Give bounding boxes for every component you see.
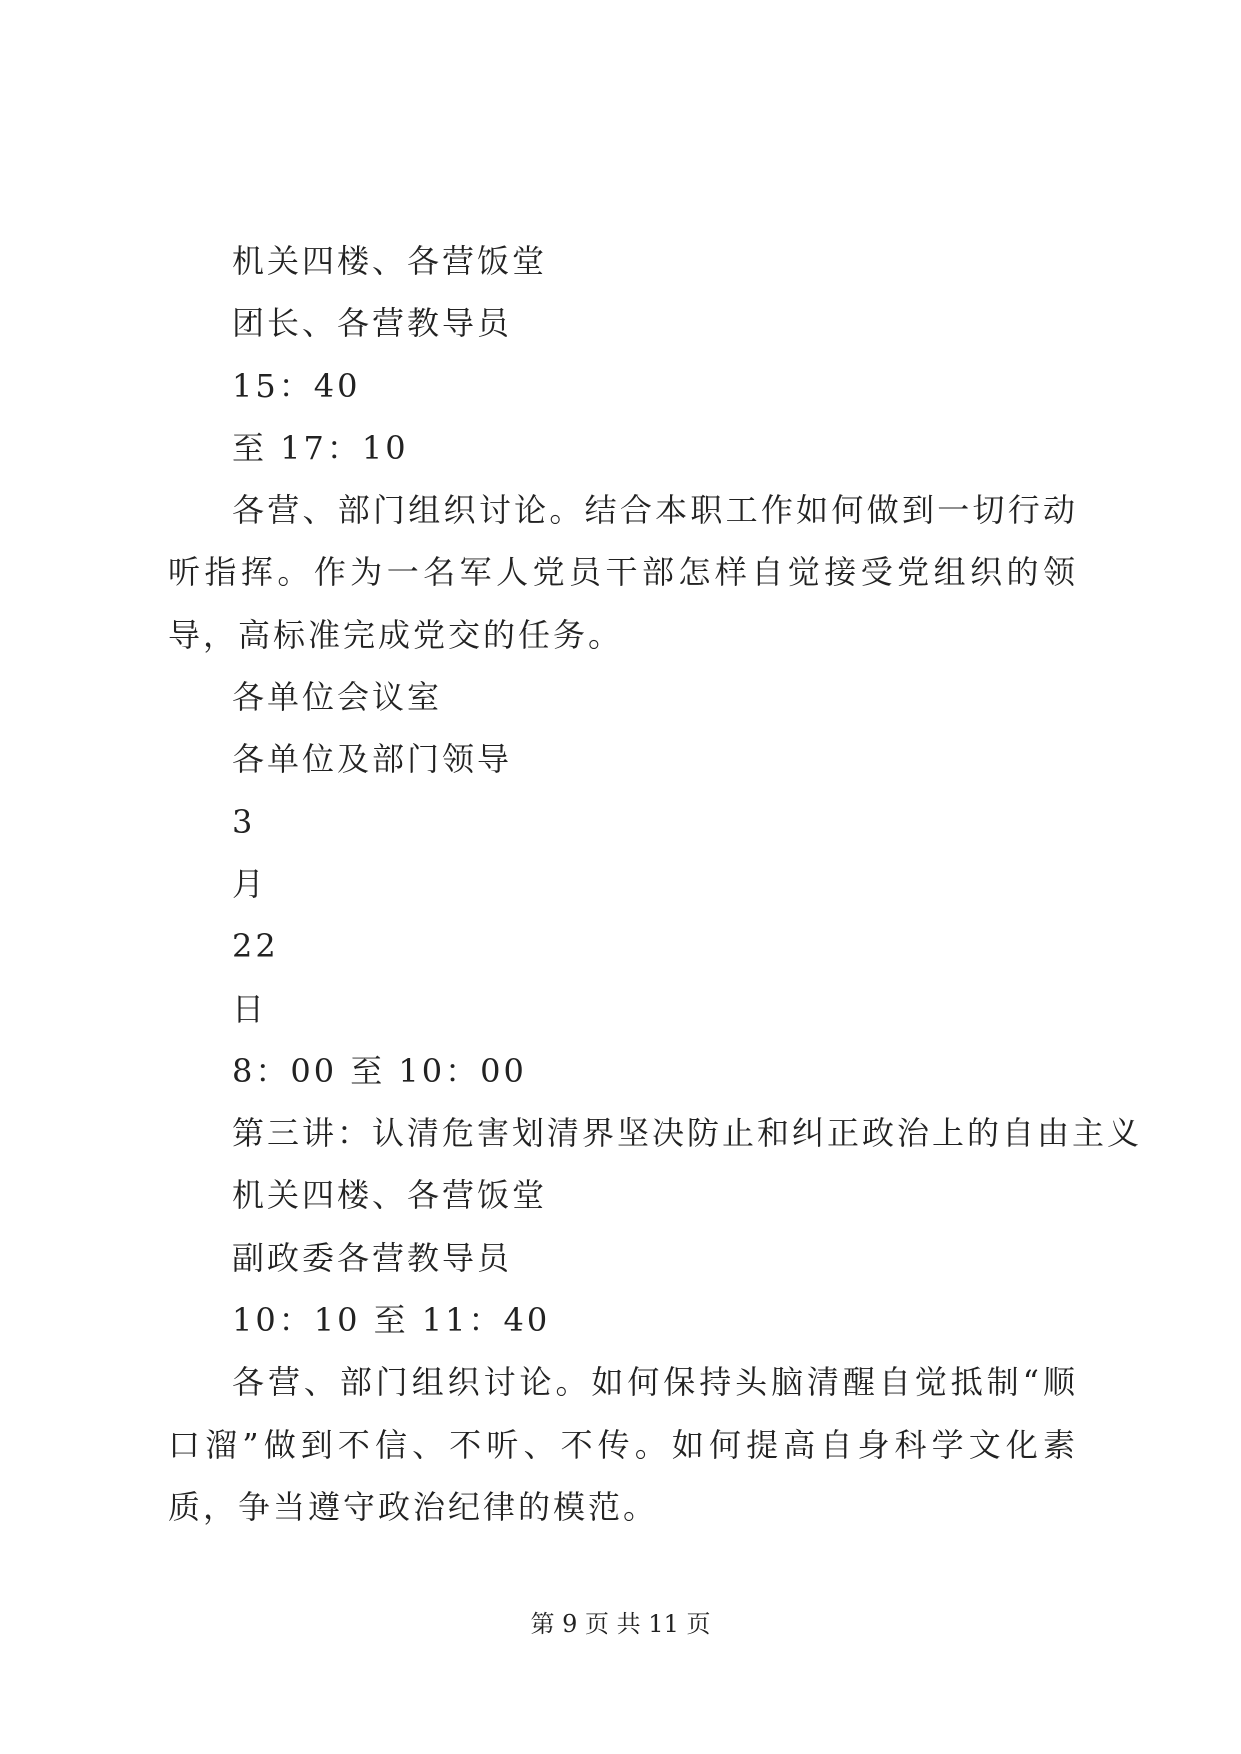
text-line: 3 bbox=[232, 802, 256, 841]
text-line: 各单位及部门领导 bbox=[232, 740, 513, 779]
text-line: 22 bbox=[232, 927, 279, 966]
text-line: 至 17：10 bbox=[232, 428, 409, 467]
text-line: 各单位会议室 bbox=[232, 678, 443, 717]
text-line: 月 bbox=[232, 864, 268, 903]
text-line: 团长、各营教导员 bbox=[232, 304, 513, 343]
discussion-paragraph: 各营、部门组织讨论。结合本职工作如何做到一切行动听指挥。作为一名军人党员干部怎样自觉接受党组织的领导，高标准完成党交的任务。 bbox=[168, 491, 1078, 654]
discussion-paragraph: 各营、部门组织讨论。如何保持头脑清醒自觉抵制“顺口溜”做到不信、不听、不传。如何提高自身科学文化素质，争当遵守政治纪律的模范。 bbox=[168, 1363, 1078, 1526]
text-line: 15：40 bbox=[232, 366, 361, 405]
page-body bbox=[168, 230, 1143, 1538]
text-line: 8：00 至 10：00 bbox=[232, 1051, 527, 1090]
text-line: 日 bbox=[232, 989, 268, 1028]
lecture-title: 第三讲：认清危害划清界坚决防止和纠正政治上的自由主义 bbox=[232, 1114, 1143, 1153]
text-line: 机关四楼、各营饭堂 bbox=[232, 242, 548, 280]
text-line: 10：10 至 11：40 bbox=[232, 1301, 551, 1340]
text-line: 副政委各营教导员 bbox=[232, 1238, 513, 1277]
text-line: 机关四楼、各营饭堂 bbox=[232, 1176, 548, 1215]
page-footer: 第 9 页 共 11 页 bbox=[530, 1610, 711, 1638]
